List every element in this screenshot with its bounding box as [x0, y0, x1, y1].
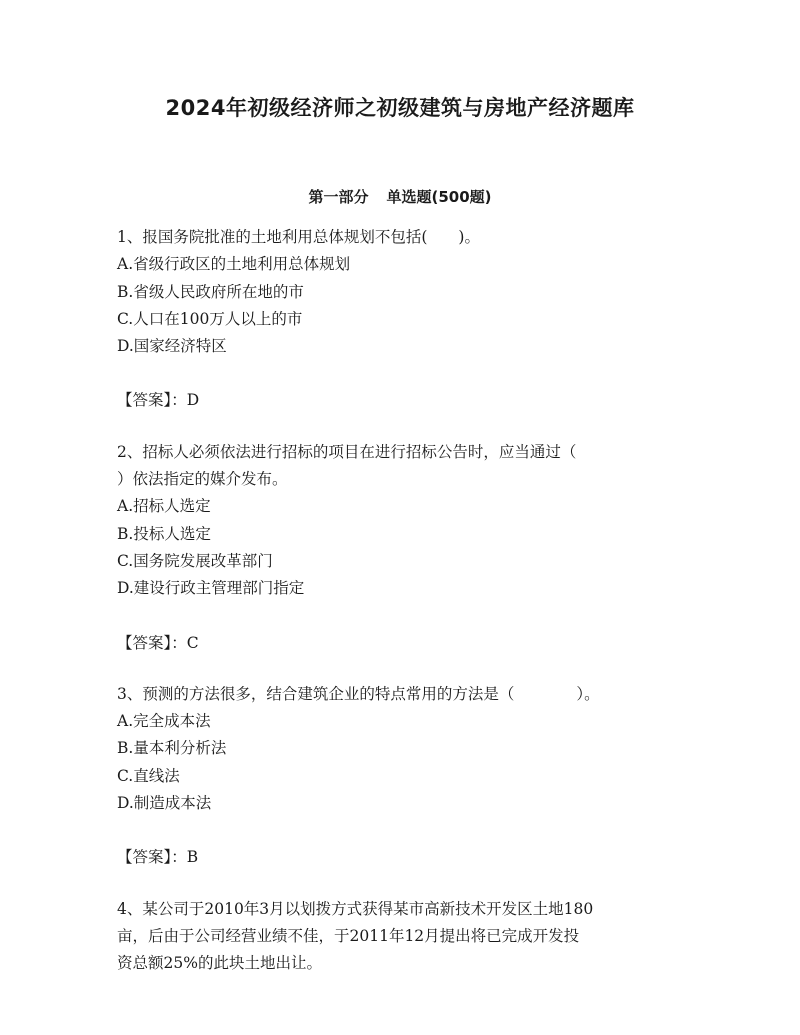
document-title: 2024年初级经济师之初级建筑与房地产经济题库	[165, 96, 635, 120]
answer-value: D	[186, 391, 200, 410]
section-part: 第一部分	[308, 188, 369, 206]
question-stem: 4、某公司于2010年3月以划拨方式获得某市高新技术开发区土地180	[117, 899, 594, 918]
answer-value: B	[186, 848, 199, 867]
question-block	[117, 681, 692, 872]
answer-separator: ：	[171, 633, 187, 652]
option-c: C.直线法	[117, 766, 180, 785]
option-d: D.建设行政主管理部门指定	[117, 579, 305, 598]
option-b: B.投标人选定	[117, 524, 211, 543]
question-stem-continued: 资总额25%的此块土地出让。	[117, 954, 322, 973]
option-c: C.人口在100万人以上的市	[117, 309, 303, 328]
answer-separator: ：	[171, 391, 187, 410]
option-a: A.省级行政区的土地利用总体规划	[117, 255, 351, 274]
section-name: 单选题(500题)	[386, 188, 492, 206]
section-heading	[0, 186, 800, 207]
option-a: A.完全成本法	[117, 712, 211, 731]
answer-label: 【答案】	[117, 391, 172, 410]
answer-value: C	[186, 633, 199, 652]
answer-label: 【答案】	[117, 633, 172, 652]
option-b: B.量本利分析法	[117, 739, 227, 758]
option-d: D.国家经济特区	[117, 337, 227, 356]
question-stem-continued: ）依法指定的媒介发布。	[117, 470, 288, 489]
question-block	[117, 439, 692, 657]
option-d: D.制造成本法	[117, 794, 212, 813]
question-block	[117, 224, 692, 415]
option-b: B.省级人民政府所在地的市	[117, 282, 304, 301]
question-list	[117, 224, 692, 978]
answer-line	[117, 387, 692, 414]
question-stem-continued: 亩，后由于公司经营业绩不佳，于2011年12月提出将已完成开发投	[117, 926, 580, 945]
question-stem: 1、报国务院批准的土地利用总体规划不包括( )。	[117, 228, 480, 246]
answer-line	[117, 630, 692, 657]
question-block	[117, 896, 692, 978]
answer-label: 【答案】	[117, 848, 172, 867]
question-stem: 3、预测的方法很多，结合建筑企业的特点常用的方法是（ ）。	[117, 684, 600, 703]
option-c: C.国务院发展改革部门	[117, 551, 273, 570]
question-stem: 2、招标人必须依法进行招标的项目在进行招标公告时，应当通过（	[117, 442, 577, 461]
answer-line	[117, 844, 692, 871]
answer-separator: ：	[171, 848, 187, 867]
option-a: A.招标人选定	[117, 497, 211, 516]
